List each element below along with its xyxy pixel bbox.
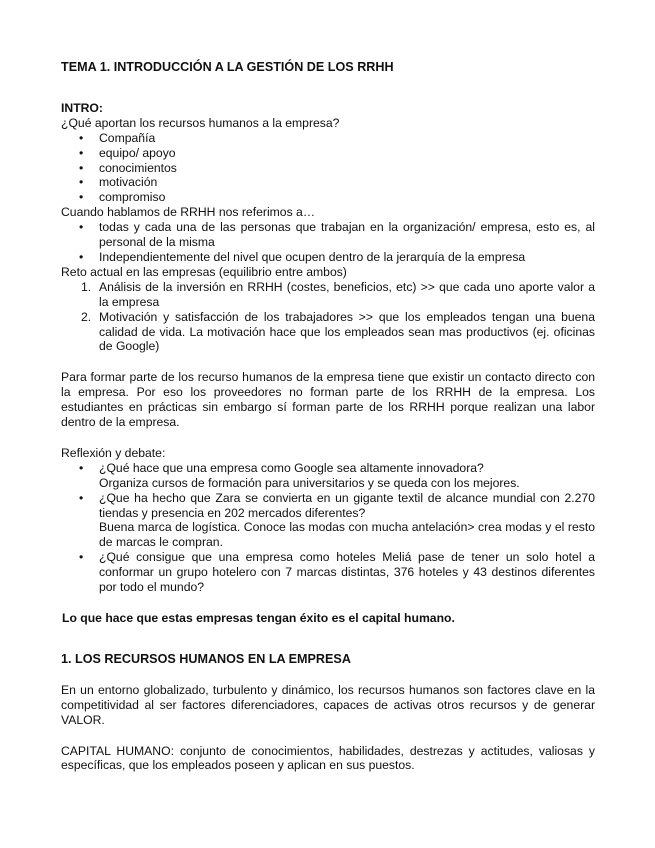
intro-question: ¿Qué aportan los recursos humanos a la empresa?	[61, 115, 340, 130]
intro-list	[61, 131, 595, 206]
list-item: • conocimientos	[61, 161, 595, 176]
list-item: • todas y cada una de las personas que trabajan en la organización/ empresa, esto es, al personal de la misma	[61, 220, 595, 250]
rrhh-lead: Cuando hablamos de RRHH nos referimos a…	[61, 205, 316, 220]
list-item: • Compañía	[61, 131, 595, 146]
list-item-text: Motivación y satisfacción de los trabajadores >> que los empleados tengan una buena calidad de vida. La motivación hace que los empleados sean mas productivos (ej. oficinas de Google)	[99, 309, 595, 354]
list-item-text: Análisis de la inversión en RRHH (costes, beneficios, etc) >> que cada uno aporte valor a la empresa	[99, 279, 595, 309]
conclusion: Lo que hace que estas empresas tengan éxito es el capital humano.	[62, 611, 455, 625]
paragraph-proveedores: Para formar parte de los recurso humanos de la empresa tiene que existir un contacto directo con la empresa. Por eso los proveedores no forman parte de los RRHH de la empresa. Los estudiantes en prácticas sin embargo sí forman parte de los RRHH porque realizan una labor dentro de la empresa.	[61, 370, 595, 430]
list-item	[61, 461, 595, 491]
reflexion-answer: Organiza cursos de formación para universitarios y se queda con los mejores.	[99, 475, 520, 490]
reflexion-lead: Reflexión y debate:	[61, 445, 166, 460]
rrhh-list	[61, 220, 595, 265]
reflexion-question: • ¿Que ha hecho que Zara se convierta en un gigante textil de alcance mundial con 2.270 tiendas y presencia en 202 mercados diferentes?	[99, 490, 595, 520]
list-item: • equipo/ apoyo	[61, 146, 595, 161]
list-item	[61, 550, 595, 595]
list-item: • compromiso	[61, 190, 595, 205]
document-page	[61, 60, 595, 773]
reflexion-question: • ¿Qué consigue que una empresa como hoteles Meliá pase de tener un solo hotel a conformar un grupo hotelero con 7 marcas distintas, 376 hoteles y 43 destinos diferentes por todo el mundo?	[99, 550, 595, 595]
list-number: 2.	[81, 309, 92, 324]
list-item	[61, 491, 595, 551]
list-number: 1.	[81, 279, 92, 294]
list-item: • motivación	[61, 175, 595, 190]
document-title: TEMA 1. INTRODUCCIÓN A LA GESTIÓN DE LOS RRHH	[61, 60, 394, 74]
paragraph-capital-humano: CAPITAL HUMANO: conjunto de conocimientos, habilidades, destrezas y actitudes, valiosas y específicas, que los empleados poseen y aplican en sus puestos.	[61, 743, 595, 773]
reflexion-list	[61, 461, 595, 595]
paragraph-entorno: En un entorno globalizado, turbulento y dinámico, los recursos humanos son factores clave en la competitividad al ser factores diferenciadores, capaces de activas otros recursos y de generar VALOR.	[61, 682, 595, 727]
intro-heading: INTRO:	[61, 100, 103, 115]
reflexion-answer: Buena marca de logística. Conoce las modas con mucha antelación> crea modas y el resto de marcas le compran.	[99, 520, 595, 550]
list-item: • Independientemente del nivel que ocupen dentro de la jerarquía de la empresa	[61, 250, 595, 265]
reto-list	[61, 280, 595, 355]
reflexion-question: • ¿Qué hace que una empresa como Google sea altamente innovadora?	[99, 460, 484, 475]
list-item	[61, 280, 595, 310]
section-1-title: 1. LOS RECURSOS HUMANOS EN LA EMPRESA	[61, 651, 351, 666]
list-item	[61, 310, 595, 355]
reto-lead: Reto actual en las empresas (equilibrio entre ambos)	[61, 264, 347, 279]
